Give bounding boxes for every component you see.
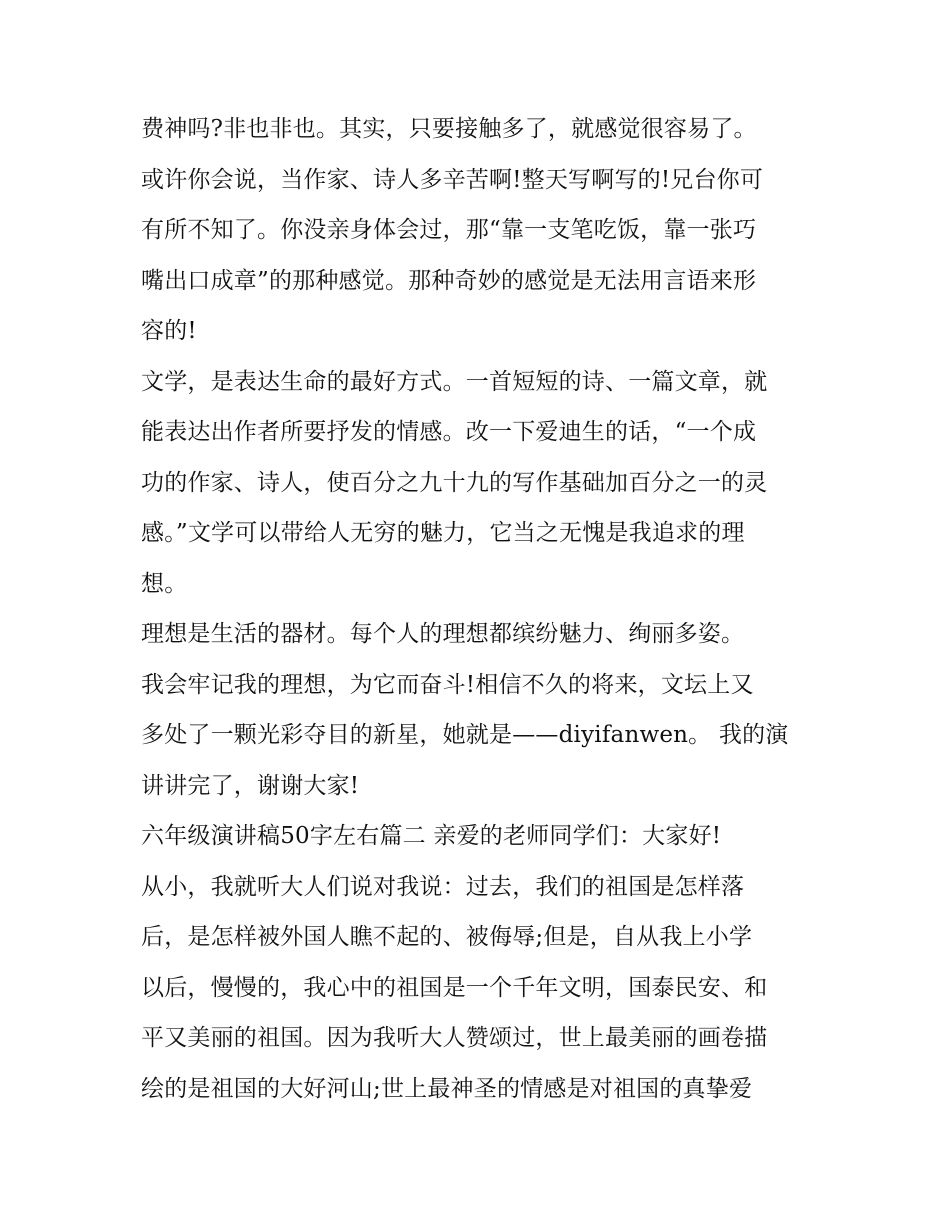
body-text (141, 104, 821, 1114)
text-line: 多处了一颗光彩夺目的新星，她就是——diyifanwen。 我的演 (141, 722, 789, 748)
text-line: 嘴出口成章”的那种感觉。那种奇妙的感觉是无法用言语来形 (141, 267, 757, 294)
text-line: 容的! (141, 318, 197, 344)
text-line: 后，是怎样被外国人瞧不起的、被侮辱;但是，自从我上小学 (141, 924, 753, 950)
text-line: 功的作家、诗人，使百分之九十九的写作基础加百分之一的灵 (141, 469, 768, 496)
text-line: 理想是生活的器材。每个人的理想都缤纷魅力、绚丽多姿。 (141, 621, 745, 647)
text-line: 有所不知了。你没亲身体会过，那“靠一支笔吃饭，靠一张巧 (141, 217, 757, 243)
text-line: 绘的是祖国的大好河山;世上最神圣的情感是对祖国的真挚爱 (141, 1075, 753, 1102)
text-line: 想。 (141, 570, 188, 597)
text-line: 感。”文学可以带给人无穷的魅力，它当之无愧是我追求的理 (141, 520, 745, 546)
text-line: 费神吗?非也非也。其实，只要接触多了，就感觉很容易了。 (141, 116, 757, 142)
text-line: 六年级演讲稿50字左右篇二 亲爱的老师同学们：大家好! (141, 823, 722, 849)
text-line: 或许你会说，当作家、诗人多辛苦啊!整天写啊写的!兄台你可 (141, 166, 764, 193)
text-line: 我会牢记我的理想，为它而奋斗!相信不久的将来，文坛上又 (141, 671, 754, 698)
text-line: 以后，慢慢的，我心中的祖国是一个千年文明，国泰民安、和 (141, 974, 768, 1001)
text-line: 平又美丽的祖国。因为我听大人赞颂过，世上最美丽的画卷描 (141, 1025, 768, 1051)
text-line: 文学，是表达生命的最好方式。一首短短的诗、一篇文章，就 (141, 368, 768, 395)
text-line: 从小，我就听大人们说对我说：过去，我们的祖国是怎样落 (141, 873, 745, 900)
text-line: 能表达出作者所要抒发的情感。改一下爱迪生的话，“一个成 (141, 419, 757, 445)
text-line: 讲讲完了，谢谢大家! (141, 772, 360, 799)
